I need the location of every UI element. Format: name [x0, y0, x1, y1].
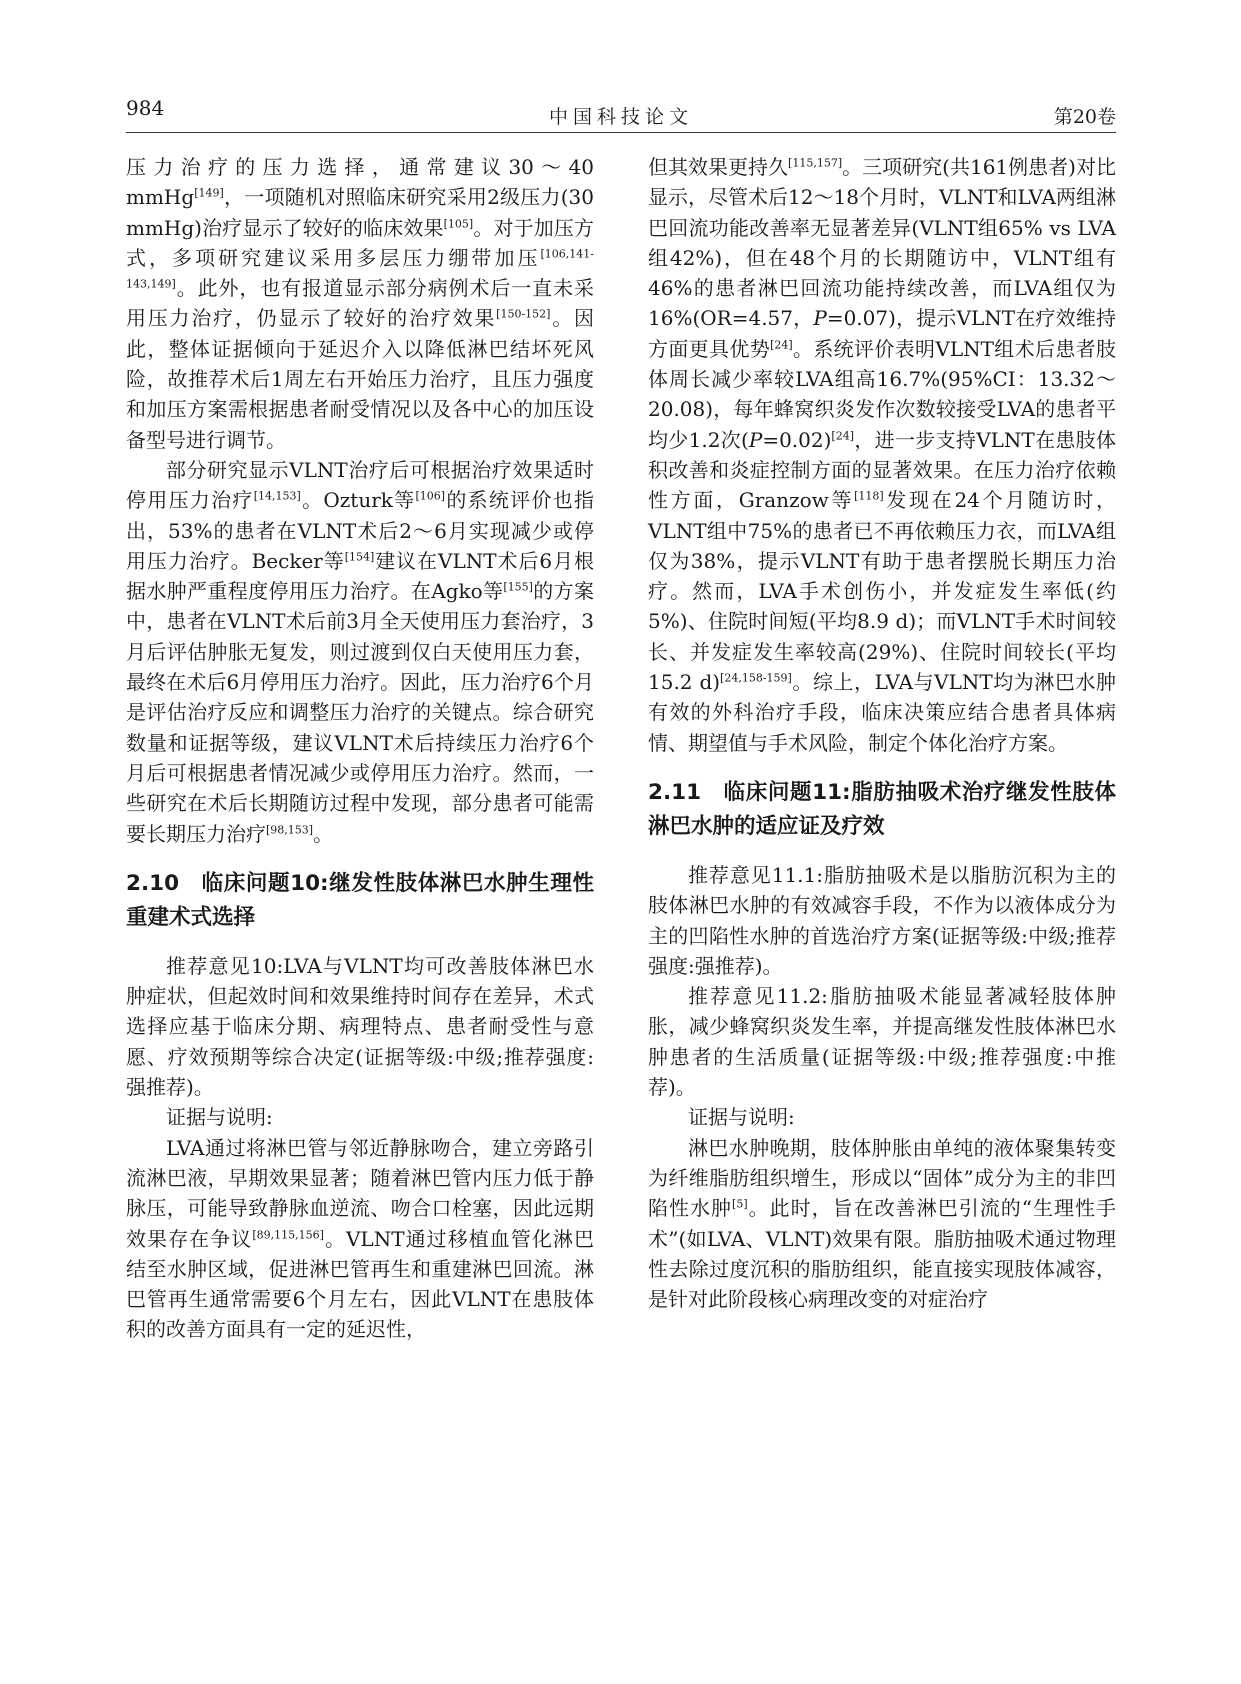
recommendation-11-1: 推荐意见11.1:脂肪抽吸术是以脂肪沉积为主的肢体淋巴水肿的有效减容手段，不作为以液体成分为主的凹陷性水肿的首选治疗方案(证据等级:中级;推荐强度:强推荐)。: [648, 862, 1116, 978]
recommendation-10: 推荐意见10:LVA与VLNT均可改善肢体淋巴水肿症状，但起效时间和效果维持时间存在差异，术式选择应基于临床分期、病理特点、患者耐受性与意愿、疗效预期等综合决定(证据等级:中级;推荐强度:强推荐)。: [126, 953, 594, 1100]
section-heading-2-11: 2.11 临床问题11:脂肪抽吸术治疗继发性肢体淋巴水肿的适应证及疗效: [648, 779, 1116, 839]
citation: [5]: [732, 1197, 748, 1211]
citation: [118]: [854, 489, 884, 503]
citation: [149]: [194, 186, 224, 200]
citation: [89,115,156]: [252, 1227, 324, 1241]
citation: [14,153]: [253, 489, 301, 503]
paragraph: 部分研究显示VLNT治疗后可根据治疗效果适时停用压力治疗[14,153]。Ozturk等[106]的系统评价也指出，53%的患者在VLNT术后2～6月实现减少或停用压力治疗。Becker等[154]建议在VLNT术后6月根据水肿严重程度停用压力治疗。在Agko等[155]的方案中，患者在VLNT术后前3月全天使用压力套治疗，3月后评估肿胀无复发，则过渡到仅白天使用压力套，最终在术后6月停用压力治疗。因此，压力治疗6个月是评估治疗反应和调整压力治疗的关键点。综合研究数量和证据等级，建议VLNT术后持续压力治疗6个月后可根据患者情况减少或停用压力治疗。然而，一些研究在术后长期随访过程中发现，部分患者可能需要长期压力治疗[98,153]。: [126, 457, 595, 846]
section-heading-2-10: 2.10 临床问题10:继发性肢体淋巴水肿生理性重建术式选择: [126, 870, 594, 930]
running-header: [126, 96, 1116, 133]
paragraph: 淋巴水肿晚期，肢体肿胀由单纯的液体聚集转变为纤维脂肪组织增生，形成以“固体”成分为主的非凹陷性水肿[5]。此时，旨在改善淋巴引流的“生理性手术”(如LVA、VLNT)效果有限。脂肪抽吸术通过物理性去除过度沉积的脂肪组织，能直接实现肢体减容，是针对此阶段核心病理改变的对症治疗: [648, 1135, 1116, 1312]
paragraph: 但其效果更持久[115,157]。三项研究(共161例患者)对比显示，尽管术后12～18个月时，VLNT和LVA两组淋巴回流功能改善率无显著差异(VLNT组65% vs LVA组42%)，但在48个月的长期随访中，VLNT组有46%的患者淋巴回流功能持续改善，而LVA组仅为16%(OR=4.57，P=0.07)，提示VLNT在疗效维持方面更具优势[24]。系统评价表明VLNT组术后患者肢体周长减少率较LVA组高16.7%(95%CI：13.32～20.08)，每年蜂窝织炎发作次数较接受LVA的患者平均少1.2次(P=0.02)[24]，进一步支持VLNT在患肢体积改善和炎症控制方面的显著效果。在压力治疗依赖性方面，Granzow等[118]发现在24个月随访时，VLNT组中75%的患者已不再依赖压力衣，而LVA组仅为38%，提示VLNT有助于患者摆脱长期压力治疗。然而，LVA手术创伤小，并发症发生率低(约5%)、住院时间短(平均8.9 d)；而VLNT手术时间较长、并发症发生率较高(29%)、住院时间较长(平均15.2 d)[24,158-159]。综上，LVA与VLNT均为淋巴水肿有效的外科治疗手段，临床决策应结合患者具体病情、期望值与手术风险，制定个体化治疗方案。: [648, 155, 1117, 755]
evidence-label: 证据与说明:: [688, 1105, 795, 1130]
evidence-label: 证据与说明:: [166, 1105, 273, 1130]
citation: [24]: [831, 429, 855, 443]
citation: [24,158-159]: [720, 671, 792, 685]
citation: [150-152]: [496, 307, 551, 321]
citation: [115,157]: [788, 156, 843, 170]
citation: [24]: [770, 338, 793, 352]
journal-title: 中国科技论文: [548, 106, 693, 128]
citation: [105]: [443, 216, 474, 230]
citation: [154]: [344, 550, 375, 564]
recommendation-11-2: 推荐意见11.2:脂肪抽吸术能显著减轻肢体肿胀，减少蜂窝织炎发生率，并提高继发性肢体淋巴水肿患者的生活质量(证据等级:中级;推荐强度:中推荐)。: [648, 984, 1116, 1100]
citation: [98,153]: [266, 822, 314, 836]
citation: [106,141-143,149]: [126, 247, 594, 291]
volume-label: 第20卷: [1053, 106, 1116, 128]
citation: [155]: [503, 580, 533, 594]
citation: [106]: [415, 489, 446, 503]
right-column: [648, 152, 1116, 1314]
paragraph: LVA通过将淋巴管与邻近静脉吻合，建立旁路引流淋巴液，早期效果显著；随着淋巴管内压力低于静脉压，可能导致静脉血逆流、吻合口栓塞，因此远期效果存在争议[89,115,156]。VLNT通过移植血管化淋巴结至水肿区域，促进淋巴管再生和重建淋巴回流。淋巴管再生通常需要6个月左右，因此VLNT在患肢体积的改善方面具有一定的延迟性，: [126, 1135, 595, 1342]
page-number: 984: [126, 96, 165, 120]
left-column: [126, 152, 594, 1345]
paragraph: 压力治疗的压力选择，通常建议30～40 mmHg[149]，一项随机对照临床研究采用2级压力(30 mmHg)治疗显示了较好的临床效果[105]。对于加压方式，多项研究建议采用多层压力绷带加压[106,141-143,149]。此外，也有报道显示部分病例术后一直未采用压力治疗，仍显示了较好的治疗效果[150-152]。因此，整体证据倾向于延迟介入以降低淋巴结坏死风险，故推荐术后1周左右开始压力治疗，且压力强度和加压方案需根据患者耐受情况以及各中心的加压设备型号进行调节。: [126, 155, 595, 452]
